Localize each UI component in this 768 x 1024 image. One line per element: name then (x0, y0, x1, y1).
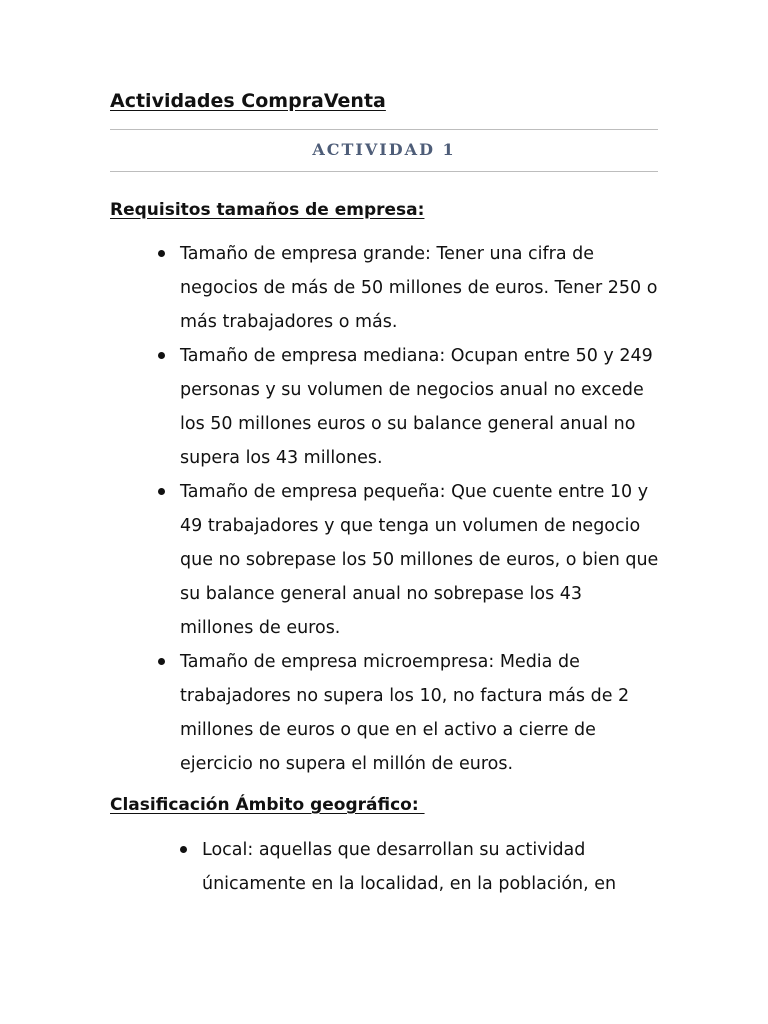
bullet-icon (158, 658, 165, 665)
subheading-geographic-scope: Clasificación Ámbito geográfico: (110, 795, 425, 815)
list-item-text: Tamaño de empresa pequeña: Que cuente entre 10 y 49 trabajadores y que tenga un volumen de negocio que no sobrepase los 50 millones de euros, o bien que su balance general anual no sobrepase los 43 millones de euros. (180, 482, 659, 638)
bullet-icon (158, 250, 165, 257)
bullet-icon (180, 846, 187, 853)
section-heading: ACTIVIDAD 1 (312, 140, 456, 159)
company-size-list (180, 237, 660, 781)
bullet-icon (158, 488, 165, 495)
geographic-scope-list (202, 833, 662, 901)
list-item (180, 475, 660, 645)
list-item-text: Tamaño de empresa grande: Tener una cifra de negocios de más de 50 millones de euros. Tener 250 o más trabajadores o más. (180, 244, 658, 332)
document-title: Actividades CompraVenta (110, 90, 386, 112)
bullet-icon (158, 352, 165, 359)
list-item (180, 237, 660, 339)
list-item-text: Local: aquellas que desarrollan su actividad únicamente en la localidad, en la población, en (202, 840, 617, 894)
list-item-text: Tamaño de empresa microempresa: Media de trabajadores no supera los 10, no factura más de 2 millones de euros o que en el activo a cierre de ejercicio no supera el millón de euros. (180, 652, 630, 774)
list-item (180, 339, 660, 475)
list-item (202, 833, 662, 901)
list-item (180, 645, 660, 781)
list-item-text: Tamaño de empresa mediana: Ocupan entre 50 y 249 personas y su volumen de negocios anual no excede los 50 millones euros o su balance general anual no supera los 43 millones. (180, 346, 653, 468)
divider-bottom (110, 171, 658, 172)
subheading-company-size: Requisitos tamaños de empresa: (110, 200, 425, 220)
divider-top (110, 129, 658, 130)
